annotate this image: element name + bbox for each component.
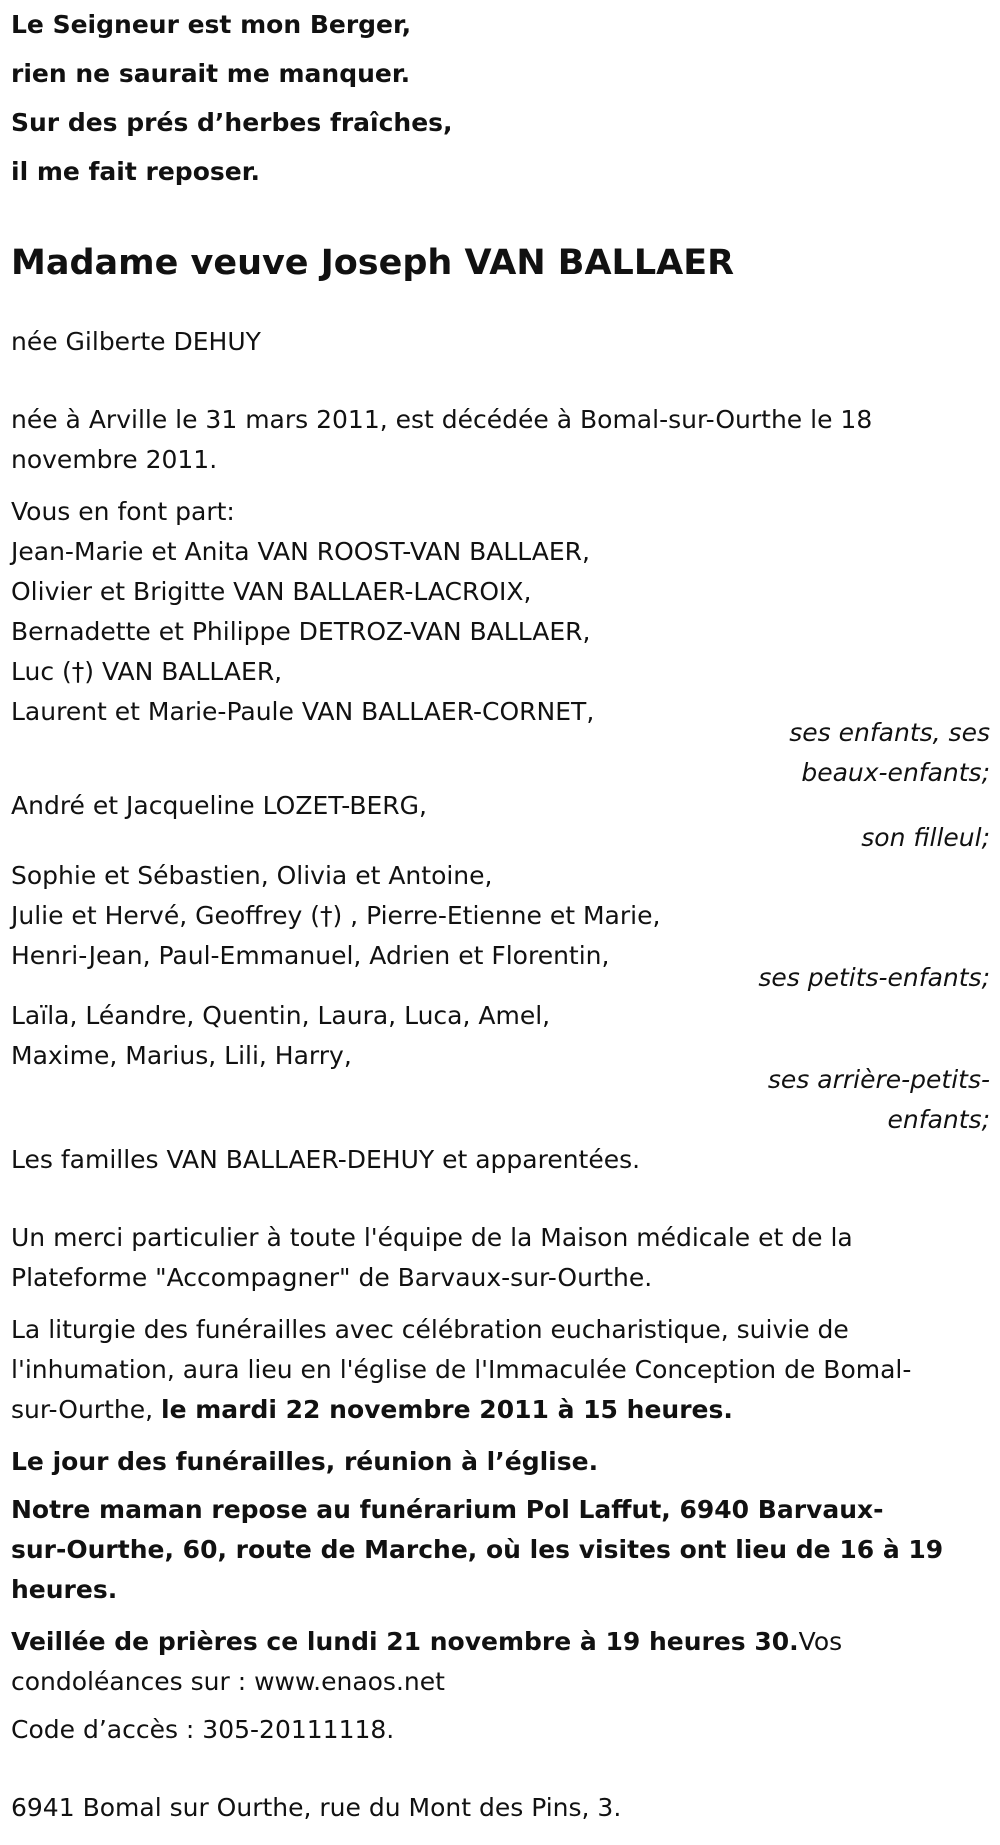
maiden-name: née Gilberte DEHUY (11, 327, 261, 356)
children-role (730, 713, 990, 793)
list-item: Maxime, Marius, Lili, Harry, (11, 1041, 352, 1070)
role-line: ses enfants, ses (789, 718, 990, 747)
poem-line: il me fait reposer. (11, 157, 260, 186)
birth-death-text (11, 400, 991, 480)
text-line: La liturgie des funérailles avec célébration eucharistique, suivie de (11, 1315, 849, 1344)
condolences-line: condoléances sur : www.enaos.net (11, 1667, 445, 1696)
poem-line: rien ne saurait me manquer. (11, 59, 411, 88)
list-item: Sophie et Sébastien, Olivia et Antoine, (11, 861, 493, 890)
address: 6941 Bomal sur Ourthe, rue du Mont des Pins, 3. (11, 1793, 622, 1822)
text-line: Notre maman repose au funérarium Pol Laffut, 6940 Barvaux- (11, 1495, 884, 1524)
role-line: enfants; (887, 1105, 990, 1134)
godson-role: son filleul; (861, 823, 990, 852)
grandchildren-role: ses petits-enfants; (758, 963, 990, 992)
text-line: née à Arville le 31 mars 2011, est décédée à Bomal-sur-Ourthe le 18 (11, 405, 873, 434)
text-line: Un merci particulier à toute l'équipe de la Maison médicale et de la (11, 1223, 853, 1252)
role-line: beaux-enfants; (801, 758, 990, 787)
liturgy-plain: sur-Ourthe, (11, 1395, 161, 1424)
list-item: Luc (†) VAN BALLAER, (11, 657, 283, 686)
text-line: novembre 2011. (11, 445, 218, 474)
text-line: Plateforme "Accompagner" de Barvaux-sur-Ourthe. (11, 1263, 653, 1292)
vigil-date: Veillée de prières ce lundi 21 novembre à 19 heures 30. (11, 1627, 799, 1656)
godson: André et Jacqueline LOZET-BERG, (11, 791, 427, 820)
meeting-note: Le jour des funérailles, réunion à l’église. (11, 1447, 599, 1476)
great-grandchildren-role (730, 1060, 990, 1140)
page-title: Madame veuve Joseph VAN BALLAER (11, 243, 735, 283)
poem-line: Sur des prés d’herbes fraîches, (11, 108, 453, 137)
text-line: sur-Ourthe, 60, route de Marche, où les visites ont lieu de 16 à 19 (11, 1535, 944, 1564)
poem (11, 0, 991, 196)
list-item: Olivier et Brigitte VAN BALLAER-LACROIX, (11, 577, 532, 606)
vigil-text (11, 1622, 991, 1702)
poem-line: Le Seigneur est mon Berger, (11, 10, 412, 39)
list-item: Laurent et Marie-Paule VAN BALLAER-CORNET, (11, 697, 595, 726)
text-line: heures. (11, 1575, 118, 1604)
list-item: Jean-Marie et Anita VAN ROOST-VAN BALLAER, (11, 537, 591, 566)
text-line (11, 1622, 991, 1662)
announcers-intro: Vous en font part: (11, 497, 235, 526)
list-item: Laïla, Léandre, Quentin, Laura, Luca, Amel, (11, 1001, 551, 1030)
role-line: ses arrière-petits- (767, 1065, 990, 1094)
list-item: Julie et Hervé, Geoffrey (†) , Pierre-Etienne et Marie, (11, 901, 661, 930)
rest-info (11, 1490, 991, 1610)
list-item: Henri-Jean, Paul-Emmanuel, Adrien et Florentin, (11, 941, 610, 970)
text-line: l'inhumation, aura lieu en l'église de l'Immaculée Conception de Bomal- (11, 1355, 912, 1384)
liturgy-text (11, 1310, 991, 1430)
text-line (11, 1390, 991, 1430)
list-item: Bernadette et Philippe DETROZ-VAN BALLAER, (11, 617, 591, 646)
vigil-plain: Vos (798, 1627, 843, 1656)
thanks-text (11, 1218, 991, 1298)
access-code: Code d’accès : 305-20111118. (11, 1715, 395, 1744)
funeral-date: le mardi 22 novembre 2011 à 15 heures. (161, 1395, 733, 1424)
families: Les familles VAN BALLAER-DEHUY et apparentées. (11, 1145, 641, 1174)
children-list (11, 532, 991, 732)
